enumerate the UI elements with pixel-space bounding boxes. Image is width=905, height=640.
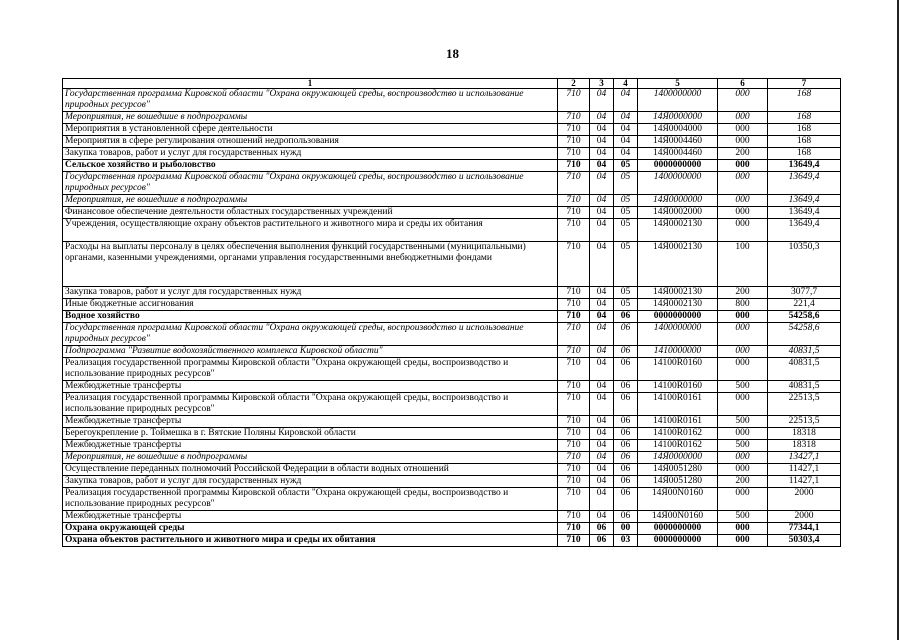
expense-name-cell: Финансовое обеспечение деятельности областных государственных учреждений <box>63 207 558 219</box>
expense-name-cell: Мероприятия, не вошедшие в подпрограммы <box>63 452 558 464</box>
ministry-code-cell: 710 <box>558 136 590 148</box>
section-code-cell: 04 <box>590 488 614 511</box>
amount-cell: 168 <box>768 124 841 136</box>
column-header: 2 <box>558 79 590 89</box>
ministry-code-cell: 710 <box>558 488 590 511</box>
section-code-cell: 04 <box>590 195 614 207</box>
expense-name-cell: Закупка товаров, работ и услуг для государственных нужд <box>63 148 558 160</box>
section-code-cell: 04 <box>590 346 614 358</box>
table-row <box>63 299 841 311</box>
subsection-code-cell: 06 <box>614 440 638 452</box>
ministry-code-cell: 710 <box>558 124 590 136</box>
expense-type-cell: 000 <box>718 464 768 476</box>
expense-name-cell: Сельское хозяйство и рыболовство <box>63 160 558 172</box>
expense-name-cell: Подпрограмма "Развитие водохозяйственного комплекса Кировской области" <box>63 346 558 358</box>
expense-type-cell: 000 <box>718 219 768 242</box>
subsection-code-cell: 06 <box>614 358 638 381</box>
page-edge-line <box>897 0 899 640</box>
expense-type-cell: 500 <box>718 440 768 452</box>
target-article-cell: 14Я0002130 <box>638 219 718 242</box>
table-row <box>63 219 841 242</box>
subsection-code-cell: 06 <box>614 311 638 323</box>
table-row <box>63 124 841 136</box>
target-article-cell: 14Я00N0160 <box>638 488 718 511</box>
section-code-cell: 04 <box>590 124 614 136</box>
expense-type-cell: 200 <box>718 476 768 488</box>
column-header: 4 <box>614 79 638 89</box>
ministry-code-cell: 710 <box>558 323 590 346</box>
expense-type-cell: 500 <box>718 511 768 523</box>
amount-cell: 168 <box>768 136 841 148</box>
expense-type-cell: 000 <box>718 393 768 416</box>
table-row <box>63 416 841 428</box>
subsection-code-cell: 06 <box>614 452 638 464</box>
subsection-code-cell: 06 <box>614 428 638 440</box>
subsection-code-cell: 04 <box>614 124 638 136</box>
table-row <box>63 476 841 488</box>
section-code-cell: 04 <box>590 428 614 440</box>
target-article-cell: 0000000000 <box>638 311 718 323</box>
target-article-cell: 14Я0002130 <box>638 242 718 287</box>
expense-name-cell: Берегоукрепление р. Тоймешка в г. Вятские Поляны Кировской области <box>63 428 558 440</box>
subsection-code-cell: 04 <box>614 148 638 160</box>
subsection-code-cell: 06 <box>614 393 638 416</box>
column-header: 5 <box>638 79 718 89</box>
ministry-code-cell: 710 <box>558 311 590 323</box>
expense-name-cell: Реализация государственной программы Кировской области "Охрана окружающей среды, воспроизводство и использование природных ресурсов" <box>63 393 558 416</box>
ministry-code-cell: 710 <box>558 381 590 393</box>
target-article-cell: 14Я0002130 <box>638 299 718 311</box>
table-row <box>63 523 841 535</box>
expense-name-cell: Закупка товаров, работ и услуг для государственных нужд <box>63 287 558 299</box>
amount-cell: 13427,1 <box>768 452 841 464</box>
amount-cell: 40831,5 <box>768 358 841 381</box>
target-article-cell: 14Я0004460 <box>638 136 718 148</box>
target-article-cell: 14100R0161 <box>638 416 718 428</box>
header-row <box>63 79 841 89</box>
target-article-cell: 14100R0162 <box>638 428 718 440</box>
table-row <box>63 393 841 416</box>
expense-name-cell: Иные бюджетные ассигнования <box>63 299 558 311</box>
expense-type-cell: 000 <box>718 358 768 381</box>
amount-cell: 18318 <box>768 428 841 440</box>
table-row <box>63 207 841 219</box>
table-row <box>63 112 841 124</box>
ministry-code-cell: 710 <box>558 148 590 160</box>
table-row <box>63 346 841 358</box>
expense-name-cell: Межбюджетные трансферты <box>63 440 558 452</box>
table-row <box>63 452 841 464</box>
expense-name-cell: Расходы на выплаты персоналу в целях обеспечения выполнения функций государственными (муниципальными) органами, казенными учреждениями, органами управления государственными внебюджетными фондами <box>63 242 558 287</box>
table-row <box>63 172 841 195</box>
expense-name-cell: Мероприятия, не вошедшие в подпрограммы <box>63 195 558 207</box>
section-code-cell: 04 <box>590 511 614 523</box>
table-row <box>63 428 841 440</box>
ministry-code-cell: 710 <box>558 172 590 195</box>
amount-cell: 13649,4 <box>768 160 841 172</box>
expense-type-cell: 500 <box>718 416 768 428</box>
page-number: 18 <box>446 46 459 61</box>
table-row <box>63 287 841 299</box>
expense-type-cell: 000 <box>718 523 768 535</box>
expense-type-cell: 000 <box>718 428 768 440</box>
table-row <box>63 488 841 511</box>
amount-cell: 168 <box>768 89 841 112</box>
section-code-cell: 04 <box>590 242 614 287</box>
ministry-code-cell: 710 <box>558 476 590 488</box>
ministry-code-cell: 710 <box>558 346 590 358</box>
section-code-cell: 04 <box>590 207 614 219</box>
section-code-cell: 04 <box>590 323 614 346</box>
amount-cell: 54258,6 <box>768 323 841 346</box>
expense-type-cell: 000 <box>718 160 768 172</box>
subsection-code-cell: 05 <box>614 160 638 172</box>
section-code-cell: 04 <box>590 287 614 299</box>
expense-name-cell: Мероприятия, не вошедшие в подпрограммы <box>63 112 558 124</box>
subsection-code-cell: 06 <box>614 381 638 393</box>
ministry-code-cell: 710 <box>558 219 590 242</box>
target-article-cell: 14100R0162 <box>638 440 718 452</box>
table-row <box>63 440 841 452</box>
table-row <box>63 160 841 172</box>
column-header: 6 <box>718 79 768 89</box>
expense-type-cell: 200 <box>718 148 768 160</box>
expense-name-cell: Государственная программа Кировской области "Охрана окружающей среды, воспроизводство и использование природных ресурсов" <box>63 323 558 346</box>
expense-name-cell: Межбюджетные трансферты <box>63 381 558 393</box>
expense-type-cell: 000 <box>718 172 768 195</box>
target-article-cell: 1400000000 <box>638 172 718 195</box>
ministry-code-cell: 710 <box>558 207 590 219</box>
table-row <box>63 89 841 112</box>
section-code-cell: 04 <box>590 440 614 452</box>
table-row <box>63 242 841 287</box>
expense-type-cell: 800 <box>718 299 768 311</box>
expense-type-cell: 000 <box>718 488 768 511</box>
subsection-code-cell: 05 <box>614 287 638 299</box>
target-article-cell: 14Я0051280 <box>638 476 718 488</box>
table-row <box>63 311 841 323</box>
amount-cell: 2000 <box>768 511 841 523</box>
subsection-code-cell: 04 <box>614 112 638 124</box>
table-row <box>63 323 841 346</box>
target-article-cell: 1400000000 <box>638 323 718 346</box>
ministry-code-cell: 710 <box>558 299 590 311</box>
subsection-code-cell: 05 <box>614 195 638 207</box>
expense-type-cell: 000 <box>718 311 768 323</box>
section-code-cell: 04 <box>590 416 614 428</box>
section-code-cell: 04 <box>590 464 614 476</box>
subsection-code-cell: 04 <box>614 89 638 112</box>
target-article-cell: 1410000000 <box>638 346 718 358</box>
subsection-code-cell: 05 <box>614 172 638 195</box>
amount-cell: 221,4 <box>768 299 841 311</box>
expense-name-cell: Межбюджетные трансферты <box>63 511 558 523</box>
subsection-code-cell: 05 <box>614 207 638 219</box>
expense-type-cell: 500 <box>718 381 768 393</box>
subsection-code-cell: 06 <box>614 416 638 428</box>
expense-name-cell: Осуществление переданных полномочий Российской Федерации в области водных отношений <box>63 464 558 476</box>
target-article-cell: 0000000000 <box>638 523 718 535</box>
amount-cell: 13649,4 <box>768 207 841 219</box>
expense-name-cell: Мероприятия в сфере регулирования отношений недропользования <box>63 136 558 148</box>
expense-type-cell: 000 <box>718 207 768 219</box>
expense-name-cell: Межбюджетные трансферты <box>63 416 558 428</box>
expense-type-cell: 000 <box>718 323 768 346</box>
section-code-cell: 04 <box>590 112 614 124</box>
expense-type-cell: 000 <box>718 535 768 547</box>
ministry-code-cell: 710 <box>558 440 590 452</box>
target-article-cell: 14Я0002130 <box>638 287 718 299</box>
section-code-cell: 04 <box>590 311 614 323</box>
subsection-code-cell: 05 <box>614 299 638 311</box>
target-article-cell: 14Я0002000 <box>638 207 718 219</box>
subsection-code-cell: 00 <box>614 523 638 535</box>
subsection-code-cell: 05 <box>614 242 638 287</box>
table-row <box>63 464 841 476</box>
column-header: 7 <box>768 79 841 89</box>
ministry-code-cell: 710 <box>558 112 590 124</box>
subsection-code-cell: 05 <box>614 219 638 242</box>
target-article-cell: 14Я0051280 <box>638 464 718 476</box>
section-code-cell: 04 <box>590 358 614 381</box>
subsection-code-cell: 06 <box>614 488 638 511</box>
subsection-code-cell: 06 <box>614 346 638 358</box>
expense-type-cell: 000 <box>718 124 768 136</box>
subsection-code-cell: 06 <box>614 464 638 476</box>
section-code-cell: 04 <box>590 299 614 311</box>
ministry-code-cell: 710 <box>558 523 590 535</box>
table-row <box>63 358 841 381</box>
table-row <box>63 148 841 160</box>
amount-cell: 2000 <box>768 488 841 511</box>
expense-name-cell: Закупка товаров, работ и услуг для государственных нужд <box>63 476 558 488</box>
section-code-cell: 04 <box>590 148 614 160</box>
ministry-code-cell: 710 <box>558 464 590 476</box>
target-article-cell: 14Я0004460 <box>638 148 718 160</box>
column-header: 1 <box>63 79 558 89</box>
ministry-code-cell: 710 <box>558 452 590 464</box>
expense-name-cell: Государственная программа Кировской области "Охрана окружающей среды, воспроизводство и использование природных ресурсов" <box>63 172 558 195</box>
target-article-cell: 14Я0000000 <box>638 112 718 124</box>
table-row <box>63 511 841 523</box>
amount-cell: 10350,3 <box>768 242 841 287</box>
table-row <box>63 136 841 148</box>
target-article-cell: 14Я00N0160 <box>638 511 718 523</box>
expense-name-cell: Учреждения, осуществляющие охрану объектов растительного и животного мира и среды их обитания <box>63 219 558 242</box>
table-row <box>63 195 841 207</box>
section-code-cell: 04 <box>590 476 614 488</box>
section-code-cell: 06 <box>590 523 614 535</box>
subsection-code-cell: 06 <box>614 511 638 523</box>
expense-name-cell: Водное хозяйство <box>63 311 558 323</box>
amount-cell: 50303,4 <box>768 535 841 547</box>
section-code-cell: 04 <box>590 381 614 393</box>
ministry-code-cell: 710 <box>558 535 590 547</box>
amount-cell: 22513,5 <box>768 416 841 428</box>
amount-cell: 40831,5 <box>768 346 841 358</box>
amount-cell: 22513,5 <box>768 393 841 416</box>
section-code-cell: 04 <box>590 136 614 148</box>
amount-cell: 168 <box>768 148 841 160</box>
target-article-cell: 14Я0004000 <box>638 124 718 136</box>
target-article-cell: 14100R0160 <box>638 381 718 393</box>
section-code-cell: 04 <box>590 219 614 242</box>
target-article-cell: 14Я0000000 <box>638 195 718 207</box>
amount-cell: 11427,1 <box>768 464 841 476</box>
target-article-cell: 0000000000 <box>638 535 718 547</box>
amount-cell: 11427,1 <box>768 476 841 488</box>
ministry-code-cell: 710 <box>558 195 590 207</box>
amount-cell: 13649,4 <box>768 195 841 207</box>
expense-name-cell: Охрана объектов растительного и животного мира и среды их обитания <box>63 535 558 547</box>
budget-table <box>62 78 841 547</box>
subsection-code-cell: 04 <box>614 136 638 148</box>
section-code-cell: 06 <box>590 535 614 547</box>
ministry-code-cell: 710 <box>558 428 590 440</box>
section-code-cell: 04 <box>590 160 614 172</box>
ministry-code-cell: 710 <box>558 287 590 299</box>
expense-name-cell: Охрана окружающей среды <box>63 523 558 535</box>
column-header: 3 <box>590 79 614 89</box>
expense-type-cell: 000 <box>718 112 768 124</box>
section-code-cell: 04 <box>590 172 614 195</box>
table-row <box>63 535 841 547</box>
ministry-code-cell: 710 <box>558 358 590 381</box>
amount-cell: 13649,4 <box>768 172 841 195</box>
expense-type-cell: 200 <box>718 287 768 299</box>
amount-cell: 40831,5 <box>768 381 841 393</box>
expense-name-cell: Реализация государственной программы Кировской области "Охрана окружающей среды, воспроизводство и использование природных ресурсов" <box>63 488 558 511</box>
ministry-code-cell: 710 <box>558 416 590 428</box>
expense-type-cell: 000 <box>718 136 768 148</box>
target-article-cell: 0000000000 <box>638 160 718 172</box>
expense-type-cell: 000 <box>718 452 768 464</box>
section-code-cell: 04 <box>590 89 614 112</box>
expense-type-cell: 000 <box>718 89 768 112</box>
ministry-code-cell: 710 <box>558 511 590 523</box>
amount-cell: 13649,4 <box>768 219 841 242</box>
amount-cell: 54258,6 <box>768 311 841 323</box>
ministry-code-cell: 710 <box>558 89 590 112</box>
expense-name-cell: Государственная программа Кировской области "Охрана окружающей среды, воспроизводство и использование природных ресурсов" <box>63 89 558 112</box>
amount-cell: 3077,7 <box>768 287 841 299</box>
ministry-code-cell: 710 <box>558 393 590 416</box>
subsection-code-cell: 06 <box>614 323 638 346</box>
section-code-cell: 04 <box>590 452 614 464</box>
target-article-cell: 14Я0000000 <box>638 452 718 464</box>
subsection-code-cell: 06 <box>614 476 638 488</box>
ministry-code-cell: 710 <box>558 242 590 287</box>
section-code-cell: 04 <box>590 393 614 416</box>
table-row <box>63 381 841 393</box>
amount-cell: 18318 <box>768 440 841 452</box>
target-article-cell: 14100R0161 <box>638 393 718 416</box>
amount-cell: 77344,1 <box>768 523 841 535</box>
expense-type-cell: 100 <box>718 242 768 287</box>
subsection-code-cell: 03 <box>614 535 638 547</box>
target-article-cell: 14100R0160 <box>638 358 718 381</box>
amount-cell: 168 <box>768 112 841 124</box>
expense-type-cell: 000 <box>718 346 768 358</box>
expense-name-cell: Реализация государственной программы Кировской области "Охрана окружающей среды, воспроизводство и использование природных ресурсов" <box>63 358 558 381</box>
target-article-cell: 1400000000 <box>638 89 718 112</box>
ministry-code-cell: 710 <box>558 160 590 172</box>
expense-name-cell: Мероприятия в установленной сфере деятельности <box>63 124 558 136</box>
expense-type-cell: 000 <box>718 195 768 207</box>
